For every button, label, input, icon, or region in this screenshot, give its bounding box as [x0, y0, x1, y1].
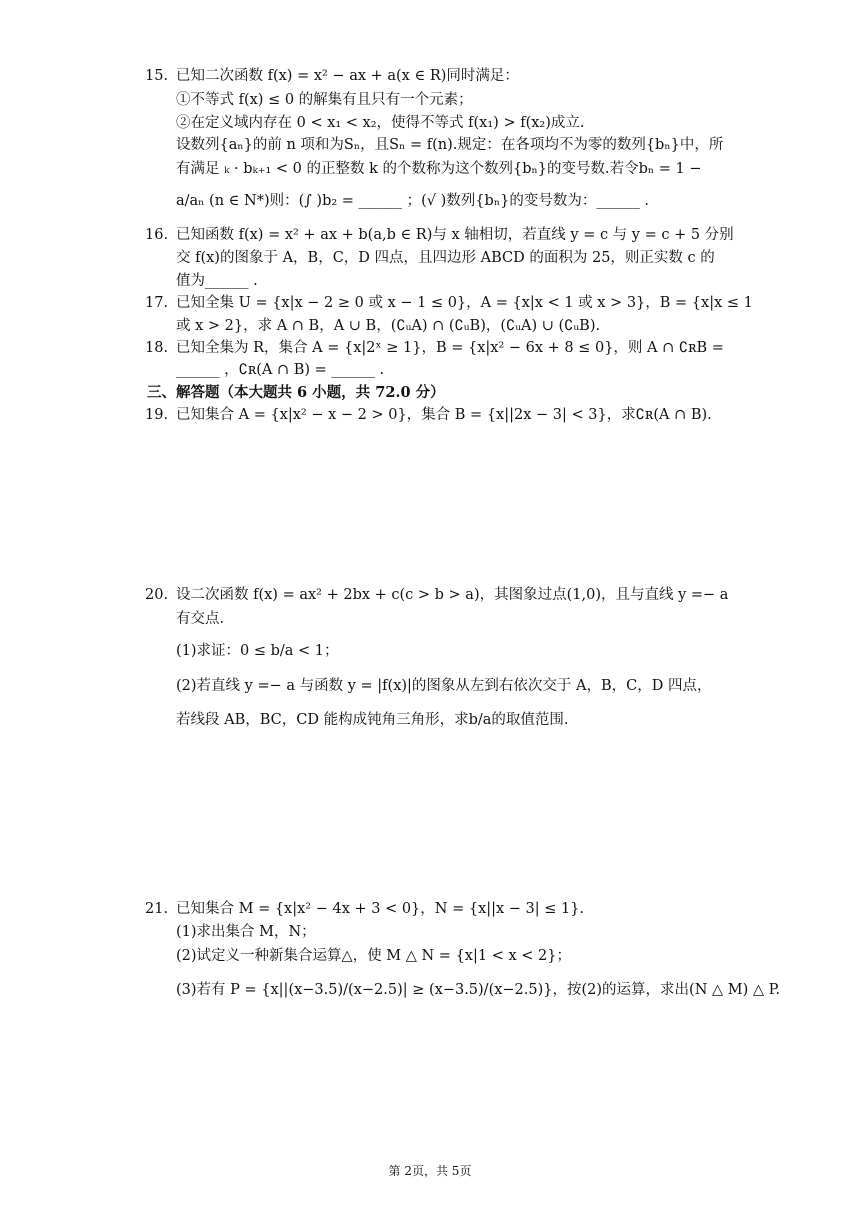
question-text-line: ②在定义域内存在 0 < x₁ < x₂，使得不等式 f(x₁) > f(x₂)成立.	[176, 115, 585, 131]
question-text-line: (2)试定义一种新集合运算△，使 M △ N = {x|1 < x < 2}；	[176, 948, 571, 964]
question-number: 20.	[145, 587, 169, 603]
question-text-line: 或 x > 2}，求 A ∩ B，A ∪ B，(∁ᵤA) ∩ (∁ᵤB)，(∁ᵤA) ∪ (∁ᵤB).	[176, 318, 601, 334]
question-number: 15.	[145, 68, 169, 84]
question-text-line: (2)若直线 y =− a 与函数 y = |f(x)|的图象从左到右依次交于 A，B，C，D 四点，	[176, 678, 712, 694]
question-text-line: (1)求证：0 ≤ b/a < 1；	[176, 643, 339, 659]
question-text-line: 交 f(x)的图象于 A，B，C，D 四点，且四边形 ABCD 的面积为 25，则正实数 c 的	[176, 250, 715, 266]
question-text-line: 已知全集为 R，集合 A = {x|2ˣ ≥ 1}，B = {x|x² − 6x + 8 ≤ 0}，则 A ∩ ∁ʀB =	[176, 340, 724, 356]
question-text-line: 已知集合 M = {x|x² − 4x + 3 < 0}，N = {x||x − 3| ≤ 1}.	[176, 901, 585, 917]
question-text-line: 已知函数 f(x) = x² + ax + b(a,b ∈ R)与 x 轴相切，若直线 y = c 与 y = c + 5 分别	[176, 227, 734, 243]
question-text-line: a/aₙ (n ∈ N*)则：(∫ )b₂ = ______ ；(√ )数列{bₙ}的变号数为：______ .	[176, 193, 650, 209]
question-text-line: 已知集合 A = {x|x² − x − 2 > 0}，集合 B = {x||2x − 3| < 3}，求∁ʀ(A ∩ B).	[176, 407, 712, 423]
question-text-line: (1)求出集合 M，N；	[176, 924, 316, 940]
question-text-line: (3)若有 P = {x||(x−3.5)/(x−2.5)| ≥ (x−3.5)/(x−2.5)}，按(2)的运算，求出(N △ M) △ P.	[176, 982, 781, 998]
question-number: 17.	[145, 295, 169, 311]
question-text-line: 有满足 ₖ · bₖ₊₁ < 0 的正整数 k 的个数称为这个数列{bₙ}的变号数.若令bₙ = 1 −	[176, 161, 702, 177]
question-text-line: ①不等式 f(x) ≤ 0 的解集有且只有一个元素；	[176, 92, 473, 108]
question-text-line: 已知全集 U = {x|x − 2 ≥ 0 或 x − 1 ≤ 0}，A = {x|x < 1 或 x > 3}，B = {x|x ≤ 1	[176, 295, 753, 311]
question-number: 16.	[145, 227, 169, 243]
question-text-line: 有交点.	[176, 611, 225, 627]
question-text-line: 设数列{aₙ}的前 n 项和为Sₙ，且Sₙ = f(n).规定：在各项均不为零的数列{bₙ}中，所	[176, 137, 724, 153]
question-text-line: 已知二次函数 f(x) = x² − ax + a(x ∈ R)同时满足：	[176, 68, 519, 84]
question-text-line: 值为______ .	[176, 273, 258, 289]
page-footer: 第 2页，共 5页	[388, 1164, 472, 1178]
question-number: 21.	[145, 901, 169, 917]
question-text-line: 设二次函数 f(x) = ax² + 2bx + c(c > b > a)，其图象过点(1,0)，且与直线 y =− a	[176, 587, 729, 603]
question-number: 19.	[145, 407, 169, 423]
question-number: 18.	[145, 340, 169, 356]
section-title: 三、解答题（本大题共 6 小题，共 72.0 分）	[147, 384, 445, 401]
question-text-line: ______ ，∁ʀ(A ∩ B) = ______ .	[176, 362, 385, 378]
question-text-line: 若线段 AB，BC，CD 能构成钝角三角形，求b/a的取值范围.	[176, 712, 569, 728]
